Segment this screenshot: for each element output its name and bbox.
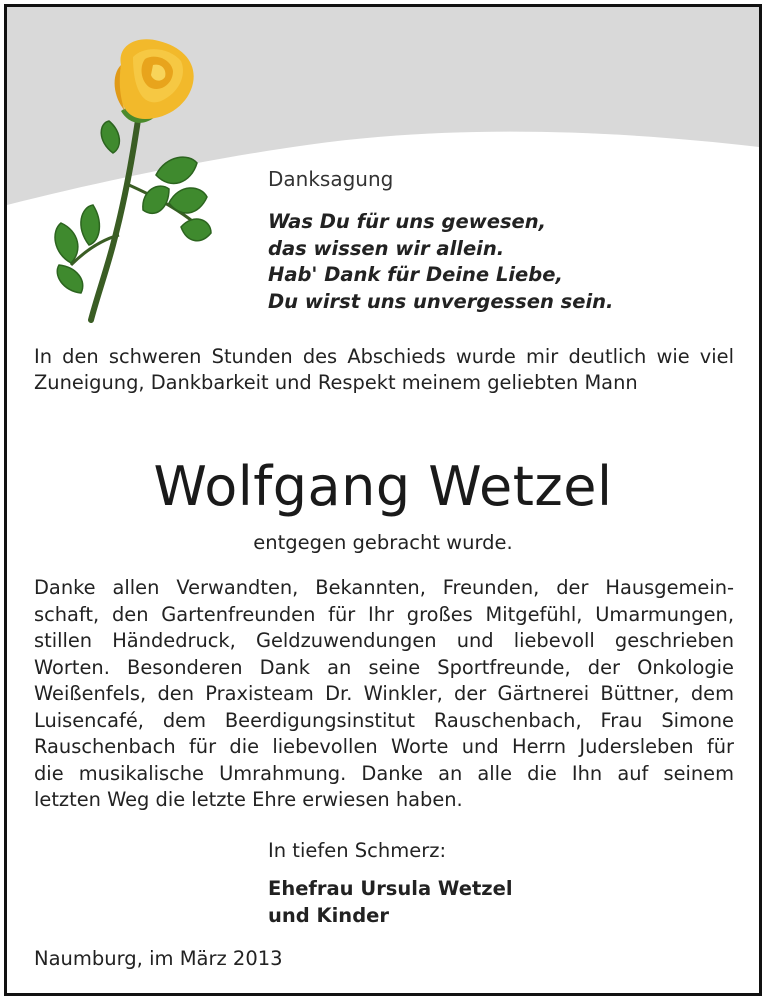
poem-line: das wissen wir allein.	[268, 236, 505, 260]
body-line: Weißenfels, den Praxisteam Dr. Winkler, der Gärtnerei Büttner, dem	[34, 682, 734, 705]
body-line: schaft, den Gartenfreunden für Ihr großes Mitgefühl, Umarmungen,	[34, 602, 734, 626]
intro-paragraph: In den schweren Stunden des Abschieds wurde mir deutlich wie viel Zuneigung, Dankbarkeit und Respekt meinem geliebten Mann	[34, 345, 734, 394]
signer-line: und Kinder	[268, 904, 389, 927]
body-line: letzten Weg die letzte Ehre erwiesen haben.	[34, 788, 463, 811]
poem-line: Hab' Dank für Deine Liebe,	[268, 263, 563, 286]
poem	[268, 209, 613, 315]
closing-line: In tiefen Schmerz:	[268, 839, 447, 862]
deceased-name: Wolfgang Wetzel	[153, 455, 613, 518]
poem-line: Du wirst uns unvergessen sein.	[268, 289, 614, 313]
body-line: Danke allen Verwandten, Bekannten, Freunden, der Hausgemein-	[34, 576, 734, 599]
body-line: die musikalische Umrahmung. Danke an alle die Ihn auf seinem	[34, 761, 734, 785]
signer-line: Ehefrau Ursula Wetzel	[268, 877, 513, 900]
yellow-rose-icon	[41, 35, 216, 325]
obituary-card	[4, 4, 762, 996]
poem-line: Was Du für uns gewesen,	[268, 210, 547, 233]
signers	[268, 875, 513, 929]
body-line: Luisencafé, dem Beerdigungsinstitut Rauschenbach, Frau Simone	[34, 708, 734, 732]
body-line: stillen Händedruck, Geldzuwendungen und liebevoll geschrieben	[34, 629, 734, 652]
after-name-text: entgegen gebracht wurde.	[253, 531, 513, 554]
place-date: Naumburg, im März 2013	[34, 947, 283, 970]
thanks-paragraph	[34, 575, 734, 814]
heading-danksagung: Danksagung	[268, 167, 394, 191]
body-line: Worten. Besonderen Dank an seine Sportfreunde, der Onkologie	[34, 655, 734, 679]
body-line: Rauschenbach für die liebevollen Worte und Herrn Judersleben für	[34, 735, 734, 758]
